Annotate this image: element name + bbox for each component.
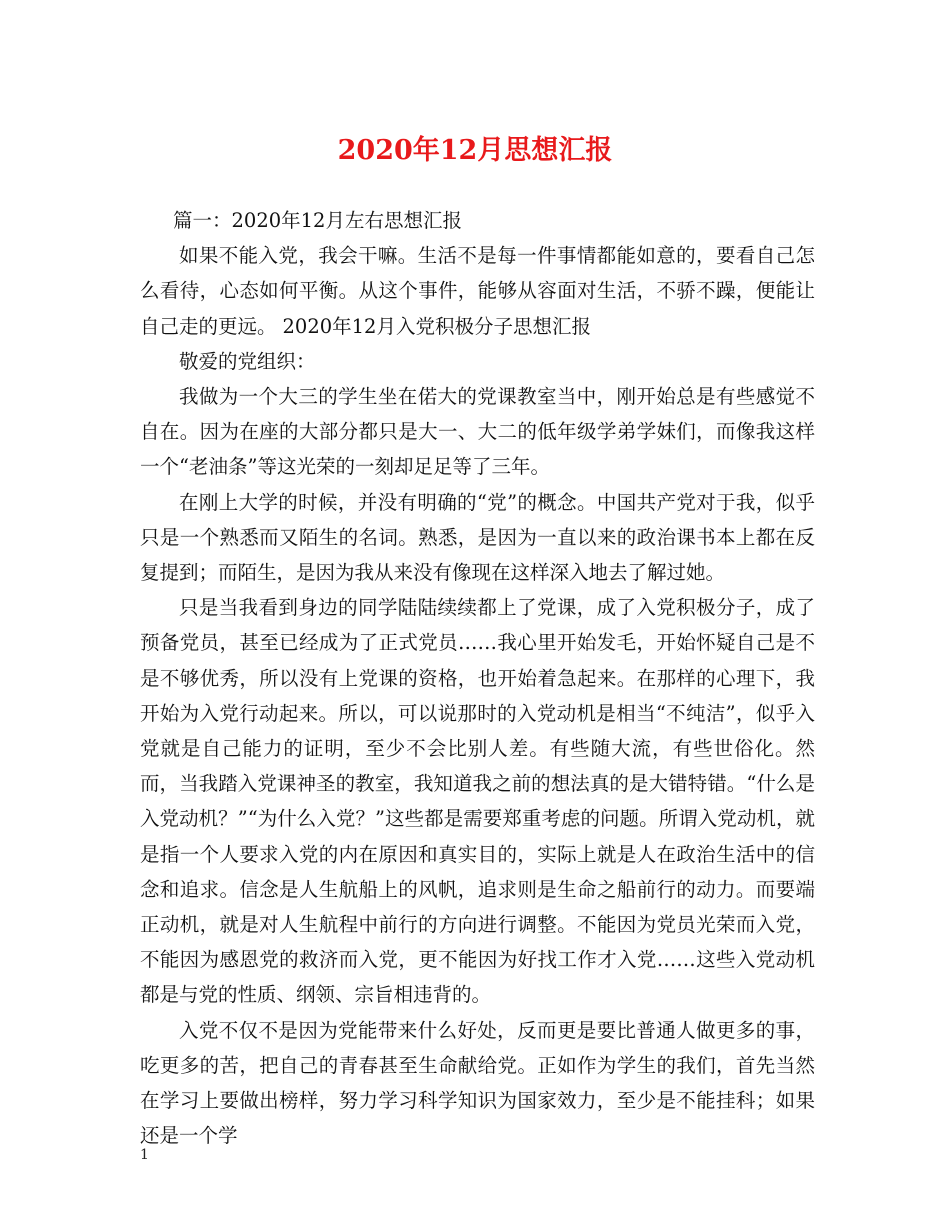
paragraph-3: 在刚上大学的时候，并没有明确的“党”的概念。中国共产党对于我，似乎只是一个熟悉而又陌生的名词。熟悉，是因为一直以来的政治课书本上都在反复提到；而陌生，是因为我从来没有像现在这样深入地去了解过她。 [140, 490, 815, 585]
page-number: 1 [140, 1147, 149, 1163]
paragraph-1 [140, 238, 815, 344]
paragraph-1-text: 如果不能入党，我会干嘛。生活不是每一件事情都能如意的，要看自己怎么看待，心态如何平衡。从这个事件，能够从容面对生活，不骄不躁，便能让自己走的更远。 [140, 244, 815, 338]
salutation: 敬爱的党组织： [179, 349, 316, 373]
document-title: 2020年12月思想汇报 [337, 135, 613, 166]
paragraph-2: 我做为一个大三的学生坐在偌大的党课教室当中，刚开始总是有些感觉不自在。因为在座的大部分都只是大一、大二的低年级学弟学妹们，而像我这样一个“老油条”等这光荣的一刻却足足等了三年。 [140, 385, 815, 479]
paragraph-1-inline-heading: 2020年12月入党积极分子思想汇报 [282, 314, 591, 338]
paragraph-4: 只是当我看到身边的同学陆陆续续都上了党课，成了入党积极分子，成了预备党员，甚至已经成为了正式党员……我心里开始发毛，开始怀疑自己是不是不够优秀，所以没有上党课的资格，也开始着急起来。在那样的心理下，我开始为入党行动起来。所以，可以说那时的入党动机是相当“不纯洁”，似乎入党就是自己能力的证明，至少不会比别人差。有些随大流，有些世俗化。然而，当我踏入党课神圣的教室，我知道我之前的想法真的是大错特错。“什么是入党动机？”“为什么入党？”这些都是需要郑重考虑的问题。所谓入党动机，就是指一个人要求入党的内在原因和真实目的，实际上就是人在政治生活中的信念和追求。信念是人生航船上的风帆，追求则是生命之船前行的动力。而要端正动机，就是对人生航程中前行的方向进行调整。不能因为党员光荣而入党，不能因为感恩党的救济而入党，更不能因为好找工作才入党……这些入党动机都是与党的性质、纲领、宗旨相违背的。 [140, 596, 815, 1007]
document-body [140, 203, 815, 1153]
paragraph-5: 入党不仅不是因为党能带来什么好处，反而更是要比普通人做更多的事，吃更多的苦，把自己的青春甚至生命献给党。正如作为学生的我们，首先当然在学习上要做出榜样，努力学习科学知识为国家效力，至少是不能挂科；如果还是一个学 [140, 1018, 815, 1148]
section-heading: 篇一：2020年12月左右思想汇报 [173, 209, 462, 232]
